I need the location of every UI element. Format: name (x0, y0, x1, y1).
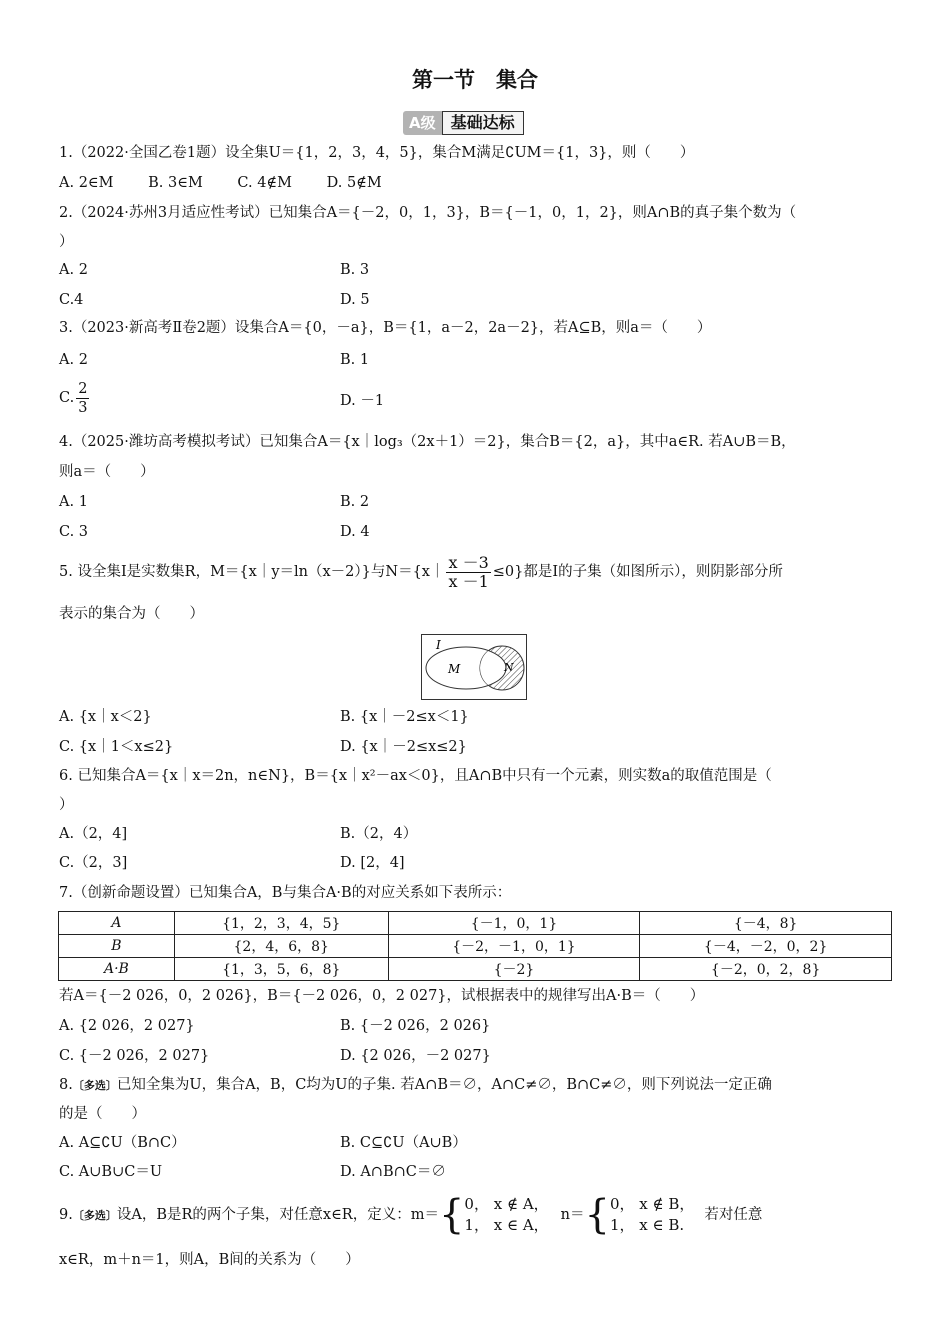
option: C. {－2 026，2 027} (59, 1048, 210, 1064)
q8-stem-cont: 的是（ ） (59, 1106, 146, 1122)
q5-stem-cont: 表示的集合为（ ） (59, 606, 204, 622)
mapping-table (58, 911, 892, 981)
q5-stem: 5. 设全集I是实数集R，M＝{x｜y＝ln（x－2）}与N＝{x｜ $\frac{x -3}{x -1}$ ≤0}都是I的子集（如图所示），则阴影部分所 (59, 552, 783, 591)
table-cell: {1，3，5，6，8} (174, 958, 388, 981)
table-cell: {2，4，6，8} (174, 935, 388, 958)
q6-stem-cont: ） (59, 797, 74, 813)
table-cell: B (59, 935, 175, 958)
q2-stem-cont: ） (59, 234, 74, 250)
table-cell: {－4，8} (640, 912, 892, 935)
option: D. 5 (340, 292, 370, 308)
q4-stem: 4.（2025·潍坊高考模拟考试）已知集合A＝{x｜log₃（2x＋1）＝2}，集合B＝{2，a}，其中a∈R. 若A∪B＝B， (59, 434, 796, 450)
option: B. 3 (340, 262, 370, 278)
option: C. 4∉M (237, 175, 293, 191)
option: D. 4 (340, 524, 370, 540)
q2-stem: 2.（2024·苏州3月适应性考试）已知集合A＝{－2，0，1，3}，B＝{－1，0，1，2}，则A∩B的真子集个数为（ (59, 205, 797, 221)
q3-stem: 3.（2023·新高考Ⅱ卷2题）设集合A＝{0，－a}，B＝{1，a－2，2a－2}，若A⊆B，则a＝（ ） (59, 320, 712, 336)
option: B. 1 (340, 352, 370, 368)
table-cell: {－2} (388, 958, 640, 981)
level-badge (403, 110, 524, 136)
option: C. A∪B∪C＝U (59, 1164, 163, 1180)
m-cases: 0， x ∉ A， 1， x ∈ A， (464, 1195, 549, 1234)
left-brace: { (438, 1192, 465, 1238)
q9-stem: 9.〔多选〕设A，B是R的两个子集，对任意x∈R，定义：m＝{ 0， x ∉ A， 1， x ∈ A， n＝{ 0， x ∉ B， 1， x ∈ B. 若对任意 (59, 1192, 763, 1238)
q7-stem: 7.（创新命题设置）已知集合A，B与集合A·B的对应关系如下表所示： (59, 885, 512, 901)
q3-option-c (59, 378, 91, 418)
multi-select-tag: 〔多选〕 (72, 1209, 117, 1222)
option: D. －1 (340, 393, 385, 409)
page-title: 第一节 集合 (412, 68, 538, 92)
option: C. 3 (59, 524, 89, 540)
option: C. {x｜1＜x≤2} (59, 739, 174, 755)
q4-stem-cont: 则a＝（ ） (59, 464, 155, 480)
table-cell: {－2，0，2，8} (640, 958, 892, 981)
q1-options (59, 173, 382, 193)
option: A. 2 (59, 262, 88, 278)
table-row (59, 912, 892, 935)
table-cell: A·B (59, 958, 175, 981)
label-n: N (504, 661, 514, 674)
option: C.（2，3] (59, 855, 128, 871)
option: D. 5∉M (326, 175, 382, 191)
table-cell: {1，2，3，4，5} (174, 912, 388, 935)
level-tag: A级 (403, 111, 442, 135)
option: D. {x｜－2≤x≤2} (340, 739, 467, 755)
multi-select-tag: 〔多选〕 (72, 1079, 117, 1092)
q6-stem: 6. 已知集合A＝{x｜x＝2n，n∈N}，B＝{x｜x²－ax＜0}，且A∩B中只有一个元素，则实数a的取值范围是（ (59, 768, 772, 784)
q8-stem: 8.〔多选〕已知全集为U，集合A，B，C均为U的子集. 若A∩B＝∅，A∩C≠∅，B∩C≠∅，则下列说法一定正确 (59, 1077, 772, 1093)
left-brace: { (584, 1192, 610, 1238)
level-label: 基础达标 (442, 111, 524, 135)
option: B. {x｜－2≤x＜1} (340, 709, 469, 725)
label-i: I (436, 638, 441, 652)
option: B. C⊆∁U（A∪B） (340, 1135, 467, 1151)
fraction: $\frac{x -3}{x -1}$ (448, 552, 489, 591)
option: A. 2∈M (59, 175, 114, 191)
option: A.（2，4] (59, 826, 128, 842)
option: A. 2 (59, 352, 88, 368)
table-row (59, 958, 892, 981)
option: B. 3∈M (148, 175, 203, 191)
venn-svg (422, 635, 526, 699)
table-cell: {－1，0，1} (388, 912, 640, 935)
option: A. 1 (59, 494, 88, 510)
n-cases: 0， x ∉ B， 1， x ∈ B. (609, 1195, 695, 1234)
option: D. {2 026，－2 027} (340, 1048, 491, 1064)
option: B.（2，4） (340, 826, 418, 842)
option: C. (59, 390, 75, 406)
table-cell: {－2，－1，0，1} (388, 935, 640, 958)
option: A. {2 026，2 027} (59, 1018, 195, 1034)
option: A. {x｜x＜2} (59, 709, 152, 725)
option: A. A⊆∁U（B∩C） (59, 1135, 186, 1151)
table-row (59, 935, 892, 958)
option: C.4 (59, 292, 84, 308)
venn-diagram (421, 634, 527, 700)
fraction: $\frac{2}{3}$ (78, 380, 88, 416)
table-cell: A (59, 912, 175, 935)
table-cell: {－4，－2，0，2} (640, 935, 892, 958)
option: B. {－2 026，2 026} (340, 1018, 491, 1034)
option: B. 2 (340, 494, 370, 510)
q1-stem: 1.（2022·全国乙卷1题）设全集U＝{1，2，3，4，5}，集合M满足∁UM＝{1，3}，则（ ） (59, 145, 695, 161)
option: D. A∩B∩C＝∅ (340, 1164, 446, 1180)
q9-stem-cont: x∈R，m＋n＝1，则A，B间的关系为（ ） (59, 1252, 360, 1268)
q7-stem-cont: 若A＝{－2 026，0，2 026}，B＝{－2 026，0，2 027}，试根据表中的规律写出A·B＝（ ） (59, 988, 705, 1004)
label-m: M (448, 662, 461, 676)
option: D. [2，4] (340, 855, 405, 871)
